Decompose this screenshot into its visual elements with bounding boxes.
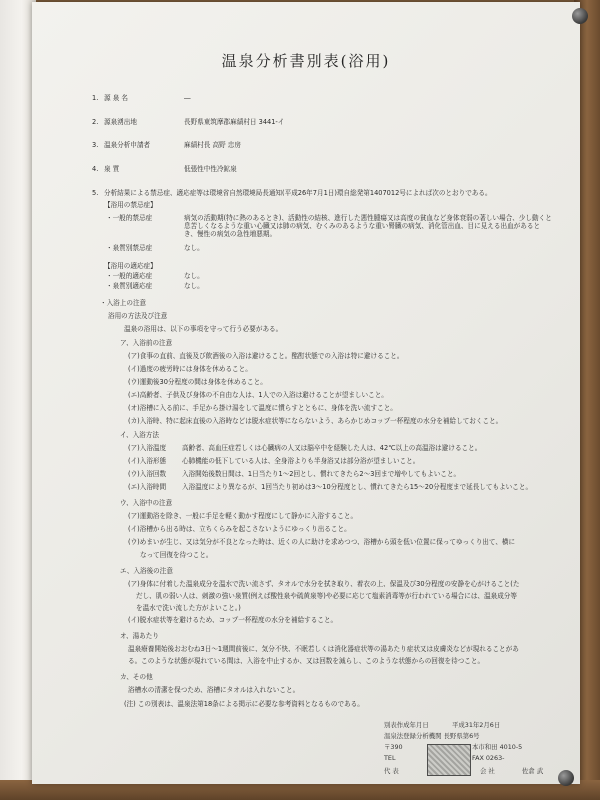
section-u-head: ウ、入浴中の注意	[120, 499, 173, 507]
header-1-value: ―	[184, 94, 191, 102]
pushpin-icon	[572, 8, 588, 24]
section-i-key: (ア)入浴温度	[128, 444, 167, 452]
section-e-head: エ、入浴後の注意	[120, 567, 173, 575]
pushpin-icon	[558, 770, 574, 786]
section-e-item: だし、肌の弱い人は、刺激の強い泉質(例えば酸性泉や硫黄泉等)や必要に応じて塩素消毒等が行われている場合には、温泉成分等	[136, 592, 517, 600]
sign-company-label: 代 表	[384, 767, 399, 775]
sign-rep: 佐倉 武	[522, 767, 544, 775]
section-ka-item: 浴槽水の清潔を保つため、浴槽にタオルは入れないこと。	[128, 686, 300, 694]
section-i-value: 高齢者、高血圧症若しくは心臓病の人又は脳卒中を経験した人は、42℃以上の高温浴は避けること。	[182, 444, 482, 452]
sign-date-label: 別表作成年月日	[384, 721, 429, 729]
header-1-label: 源 泉 名	[104, 94, 128, 102]
section-e-item: (ア)身体に付着した温泉成分を温水で洗い流さず、タオルで水分を拭き取り、着衣の上、保温及び30分程度の安静を心がけること(た	[128, 580, 520, 588]
section-ka-note: (注) この別表は、温泉法第18条による掲示に必要な参考資料となるものである。	[124, 700, 364, 708]
header-4-num: 4.	[92, 165, 99, 173]
section-a-item: (イ)過度の疲労時には身体を休めること。	[128, 365, 252, 373]
section-u-item: なって回復を待つこと。	[140, 551, 213, 559]
section-i-key: (エ)入浴時間	[128, 483, 167, 491]
section-a-head: ア、入浴前の注意	[120, 339, 173, 347]
sign-tel: TEL	[384, 754, 396, 762]
section5-num: 5.	[92, 189, 99, 197]
sign-org-line: 温泉法登録分析機関 長野県第6号	[384, 732, 480, 740]
indic-head: 【浴用の適応症】	[104, 262, 157, 270]
section-i-key: (ウ)入浴回数	[128, 470, 167, 478]
indic-general-label: ・一般的適応症	[106, 272, 153, 280]
sign-postal: 〒390	[384, 743, 403, 751]
general-contra-label: ・一般的禁忌症	[106, 214, 153, 222]
section-a-item: (オ)浴槽に入る前に、手足から掛け湯をして温度に慣らすとともに、身体を洗い流すこと。	[128, 404, 397, 412]
header-3-label: 温泉分析申請者	[104, 141, 151, 149]
header-1-num: 1.	[92, 94, 99, 102]
section-o-head: オ、湯あたり	[120, 632, 159, 640]
section-e-item: を温水で洗い流した方がよいこと。)	[136, 604, 241, 612]
section-a-item: (カ)入浴時、特に起床直後の入浴時などは脱水症状等にならないよう、あらかじめコップ一杯程度の水分を補給しておくこと。	[128, 417, 503, 425]
section-i-value: 入浴温度により異なるが、1回当たり初めは3〜10分程度とし、慣れてきたら15〜20分程度まで延長してもよいこと。	[182, 483, 533, 491]
sign-company: 会 社	[480, 767, 495, 775]
section-o-item: る。このような状態が現れている間は、入浴を中止するか、又は回数を減らし、このような状態からの回復を待つこと。	[128, 657, 485, 665]
section-u-item: (ア)運動浴を除き、一般に手足を軽く動かす程度にして静かに入浴すること。	[128, 512, 358, 520]
wall-left	[0, 0, 36, 800]
document-title: 温泉分析書別表(浴用)	[221, 52, 391, 70]
section-i-key: (イ)入浴形態	[128, 457, 167, 465]
section-a-item: (エ)高齢者、子供及び身体の不自由な人は、1人での入浴は避けることが望ましいこと。	[128, 391, 388, 399]
notice-sheet	[32, 2, 580, 784]
sign-fax: FAX 0263-	[472, 754, 505, 762]
header-2-label: 源泉湧出地	[104, 118, 137, 126]
section-a-item: (ア)食事の直前、直後及び飲酒後の入浴は避けること。酩酊状態での入浴は特に避けること。	[128, 352, 404, 360]
bath-contra-head: 【浴用の禁忌症】	[104, 201, 157, 209]
section-e-item: (イ)脱水症状等を避けるため、コップ一杯程度の水分を補給すること。	[128, 616, 338, 624]
header-3-num: 3.	[92, 141, 99, 149]
header-2-value: 長野県東筑摩郡麻績村日 3441-イ	[184, 118, 285, 126]
spring-contra-label: ・泉質別禁忌症	[106, 244, 153, 252]
notes-head: ・入浴上の注意	[100, 299, 147, 307]
spring-contra-value: なし。	[184, 244, 204, 252]
header-3-value: 麻績村長 高野 忠房	[184, 141, 241, 149]
general-contra-text: 病気の活動期(特に熱のあるとき)、活動性の結核、進行した悪性腫瘍又は高度の貧血など身体衰弱の著しい場合、少し動くと息苦しくなるような重い心臓又は肺の病気、むくみのあるような重い腎臓の病気、消化管出血、目に見える出血があるとき、慢性の病気の急性増悪期。	[184, 214, 552, 238]
section-u-item: (ウ)めまいが生じ、又は気分が不良となった時は、近くの人に助けを求めつつ、浴槽から頭を低い位置に保ってゆっくり出て、横に	[128, 538, 516, 546]
indic-spring-label: ・泉質別適応症	[106, 282, 153, 290]
section-i-value: 入浴開始後数日間は、1日当たり1〜2回とし、慣れてきたら2〜3回まで増やしてもよいこと。	[182, 470, 461, 478]
header-4-value: 低張性中性冷鉱泉	[184, 165, 237, 173]
section-i-head: イ、入浴方法	[120, 431, 159, 439]
sign-date-value: 平成31年2月6日	[452, 721, 501, 729]
indic-general-value: なし。	[184, 272, 204, 280]
section-i-value: 心肺機能の低下している人は、全身浴よりも半身浴又は部分浴が望ましいこと。	[182, 457, 420, 465]
notes-intro: 温泉の浴用は、以下の事項を守って行う必要がある。	[124, 325, 283, 333]
header-2-num: 2.	[92, 118, 99, 126]
notes-sub: 浴用の方法及び注意	[108, 312, 168, 320]
indic-spring-value: なし。	[184, 282, 204, 290]
section-o-item: 温泉療養開始後おおむね3日〜1週間前後に、気分不快、不眠若しくは消化器症状等の湯あたり症状又は皮膚炎などが現れることがあ	[128, 645, 519, 653]
official-seal-stamp	[427, 744, 471, 776]
section5-text: 分析結果による禁忌症、適応症等は環境省自然環境局長通知(平成26年7月1日)環自総発第1407012号によれば次のとおりである。	[104, 189, 492, 197]
header-4-label: 泉 質	[104, 165, 120, 173]
section-u-item: (イ)浴槽から出る時は、立ちくらみを起こさないようにゆっくり出ること。	[128, 525, 351, 533]
sign-address: 本市和田 4010-5	[472, 743, 523, 751]
section-ka-head: カ、その他	[120, 673, 153, 681]
section-a-item: (ウ)運動後30分程度の間は身体を休めること。	[128, 378, 267, 386]
